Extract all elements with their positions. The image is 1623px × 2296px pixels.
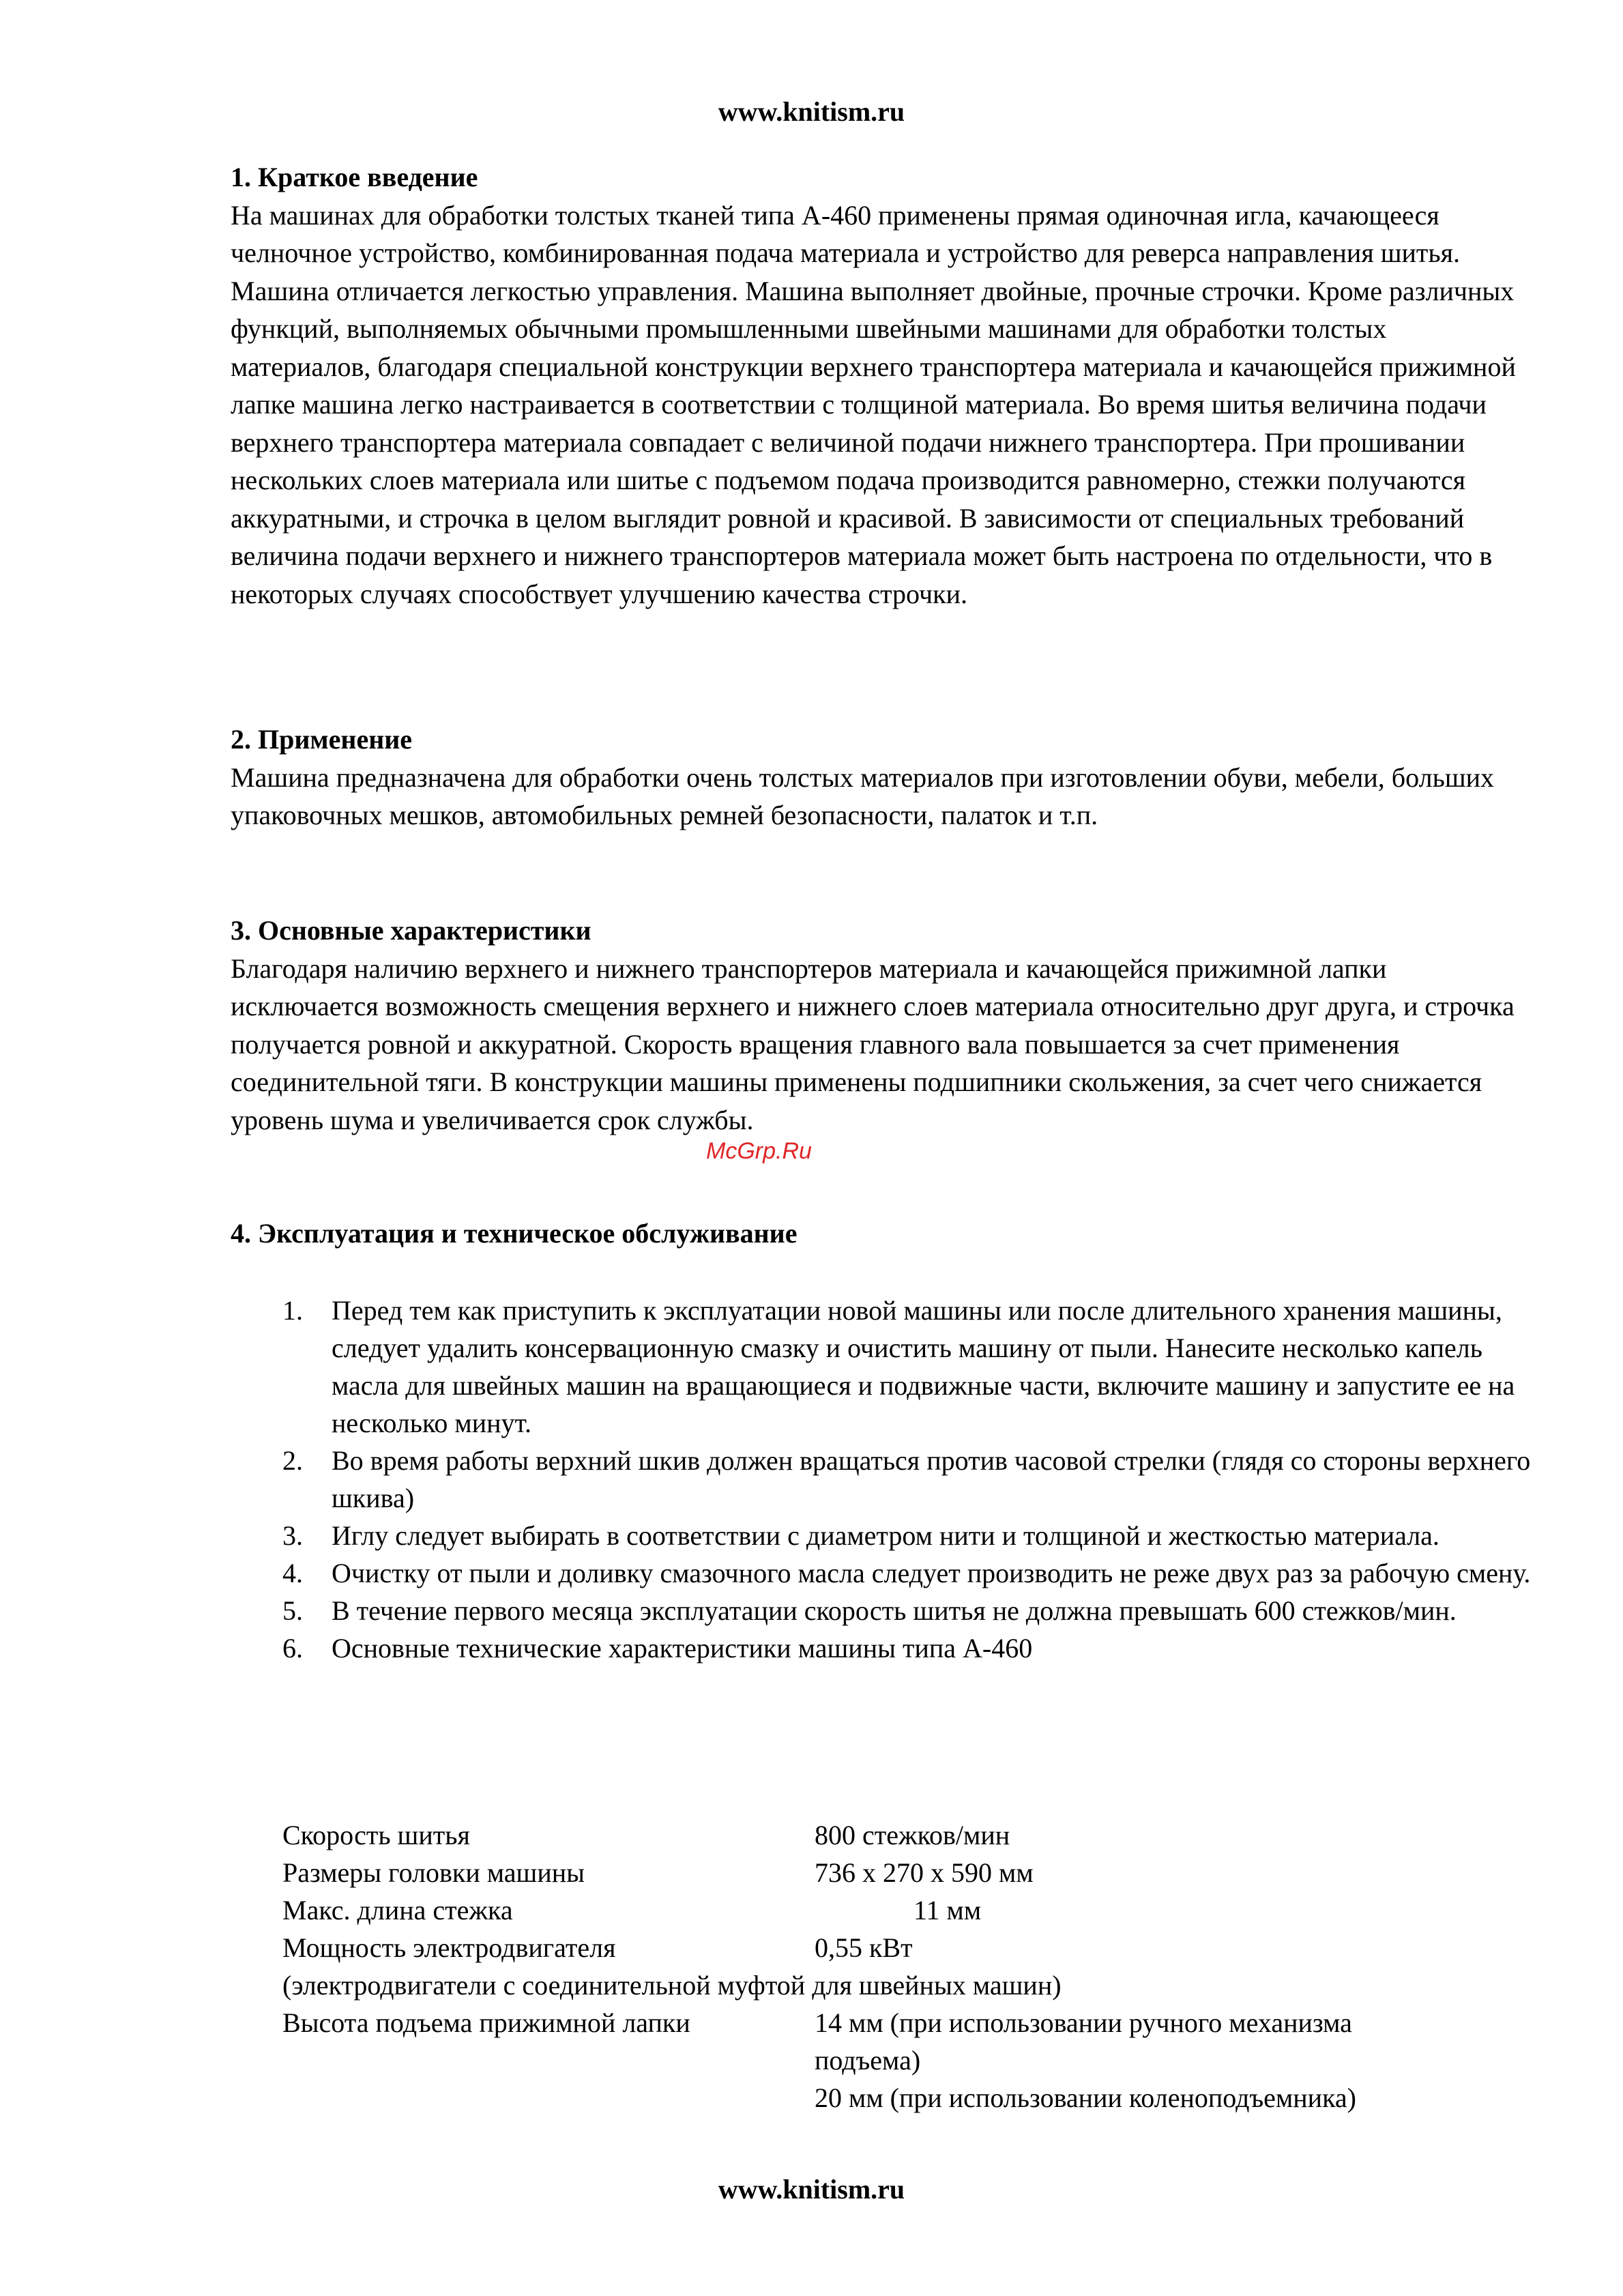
spec-value: 14 мм (при использовании ручного механизма bbox=[815, 2007, 1352, 2038]
spec-row bbox=[282, 2004, 1531, 2041]
list-item: 5. В течение первого месяца эксплуатации скорость шитья не должна превышать 600 стежков/мин. bbox=[282, 1595, 1457, 1626]
spec-label: Высота подъема прижимной лапки bbox=[282, 2007, 690, 2038]
spec-row bbox=[282, 1816, 1531, 1854]
spec-row bbox=[282, 1929, 1531, 1966]
section-maintenance bbox=[231, 1215, 1527, 1253]
spec-value: подъема) bbox=[815, 2045, 921, 2076]
spec-value: 736 х 270 х 590 мм bbox=[815, 1857, 1034, 1888]
section-introduction bbox=[231, 158, 1527, 613]
spec-note-text: (электродвигатели с соединительной муфтой для швейных машин) bbox=[282, 1970, 1062, 2001]
spec-row bbox=[282, 1854, 1531, 1891]
section-application bbox=[231, 721, 1527, 834]
spec-value: 800 стежков/мин bbox=[815, 1820, 1010, 1850]
spec-note bbox=[282, 1966, 1531, 2004]
spec-row bbox=[282, 1891, 1531, 1929]
spec-label: Скорость шитья bbox=[282, 1820, 470, 1850]
list-item: 4. Очистку от пыли и доливку смазочного масла следует производить не реже двух раз за рабочую смену. bbox=[282, 1558, 1531, 1588]
section-title: 3. Основные характеристики bbox=[231, 915, 591, 946]
section-text: Благодаря наличию верхнего и нижнего транспортеров материала и качающейся прижимной лапки исключается возможность смещения верхнего и нижнего слоев материала относительно друг друга, и строчка получается ровной и аккуратной. Скорость вращения главного вала повышается за счет применения соединительной тяги. В конструкции машины применены подшипники скольжения, за счет чего снижается уровень шума и увеличивается срок службы. bbox=[231, 953, 1515, 1135]
spec-label: Макс. длина стежка bbox=[282, 1895, 513, 1926]
list-item: 3. Иглу следует выбирать в соответствии с диаметром нити и толщиной и жесткостью материала. bbox=[282, 1520, 1439, 1551]
spec-label: Мощность электродвигателя bbox=[282, 1932, 616, 1963]
spec-label: Размеры головки машины bbox=[282, 1857, 585, 1888]
list-item: 6. Основные технические характеристики машины типа А-460 bbox=[282, 1633, 1033, 1663]
spec-value: 11 мм bbox=[913, 1895, 982, 1926]
maintenance-list bbox=[282, 1292, 1531, 1667]
list-item: 1. Перед тем как приступить к эксплуатации новой машины или после длительного хранения машины, следует удалить консервационную смазку и очистить машину от пыли. Нанесите несколько капель масла для швейных машин на вращающиеся и подвижные части, включите машину и запустите ее на несколько минут. bbox=[282, 1295, 1515, 1438]
spec-row-continuation bbox=[282, 2079, 1531, 2117]
section-title: 4. Эксплуатация и техническое обслуживание bbox=[231, 1218, 798, 1249]
watermark: McGrp.Ru bbox=[706, 1138, 812, 1164]
section-text: Машина предназначена для обработки очень толстых материалов при изготовлении обуви, мебели, больших упаковочных мешков, автомобильных ремней безопасности, палаток и т.п. bbox=[231, 761, 1495, 830]
spec-value: 20 мм (при использовании коленоподъемника) bbox=[815, 2082, 1356, 2113]
section-characteristics bbox=[231, 912, 1527, 1139]
section-title: 2. Применение bbox=[231, 724, 413, 755]
section-title: 1. Краткое введение bbox=[231, 162, 478, 192]
spec-row-continuation bbox=[282, 2041, 1531, 2079]
list-item: 2. Во время работы верхний шкив должен вращаться против часовой стрелки (глядя со стороны верхнего шкива) bbox=[282, 1445, 1531, 1513]
header-url: www.knitism.ru bbox=[718, 96, 905, 127]
specs-table bbox=[282, 1816, 1531, 2117]
footer-url: www.knitism.ru bbox=[718, 2174, 905, 2205]
spec-value: 0,55 кВт bbox=[815, 1932, 913, 1963]
section-text: На машинах для обработки толстых тканей типа А-460 применены прямая одиночная игла, качающееся челночное устройство, комбинированная подача материала и устройство для реверса направления шитья. Машина отличается легкостью управления. Машина выполняет двойные, прочные строчки. Кроме различных функций, выполняемых обычными промышленными швейными машинами для обработки толстых материалов, благодаря специальной конструкции верхнего транспортера материала и качающейся прижимной лапке машина легко настраивается в соответствии с толщиной материала. Во время шитья величина подачи верхнего транспортера материала совпадает с величиной подачи нижнего транспортера. При прошивании нескольких слоев материала или шитье с подъемом подача производится равномерно, стежки получаются аккуратными, и строчка в целом выглядит ровной и красивой. В зависимости от специальных требований величина подачи верхнего и нижнего транспортеров материала может быть настроена по отдельности, что в некоторых случаях способствует улучшению качества строчки. bbox=[231, 199, 1516, 609]
